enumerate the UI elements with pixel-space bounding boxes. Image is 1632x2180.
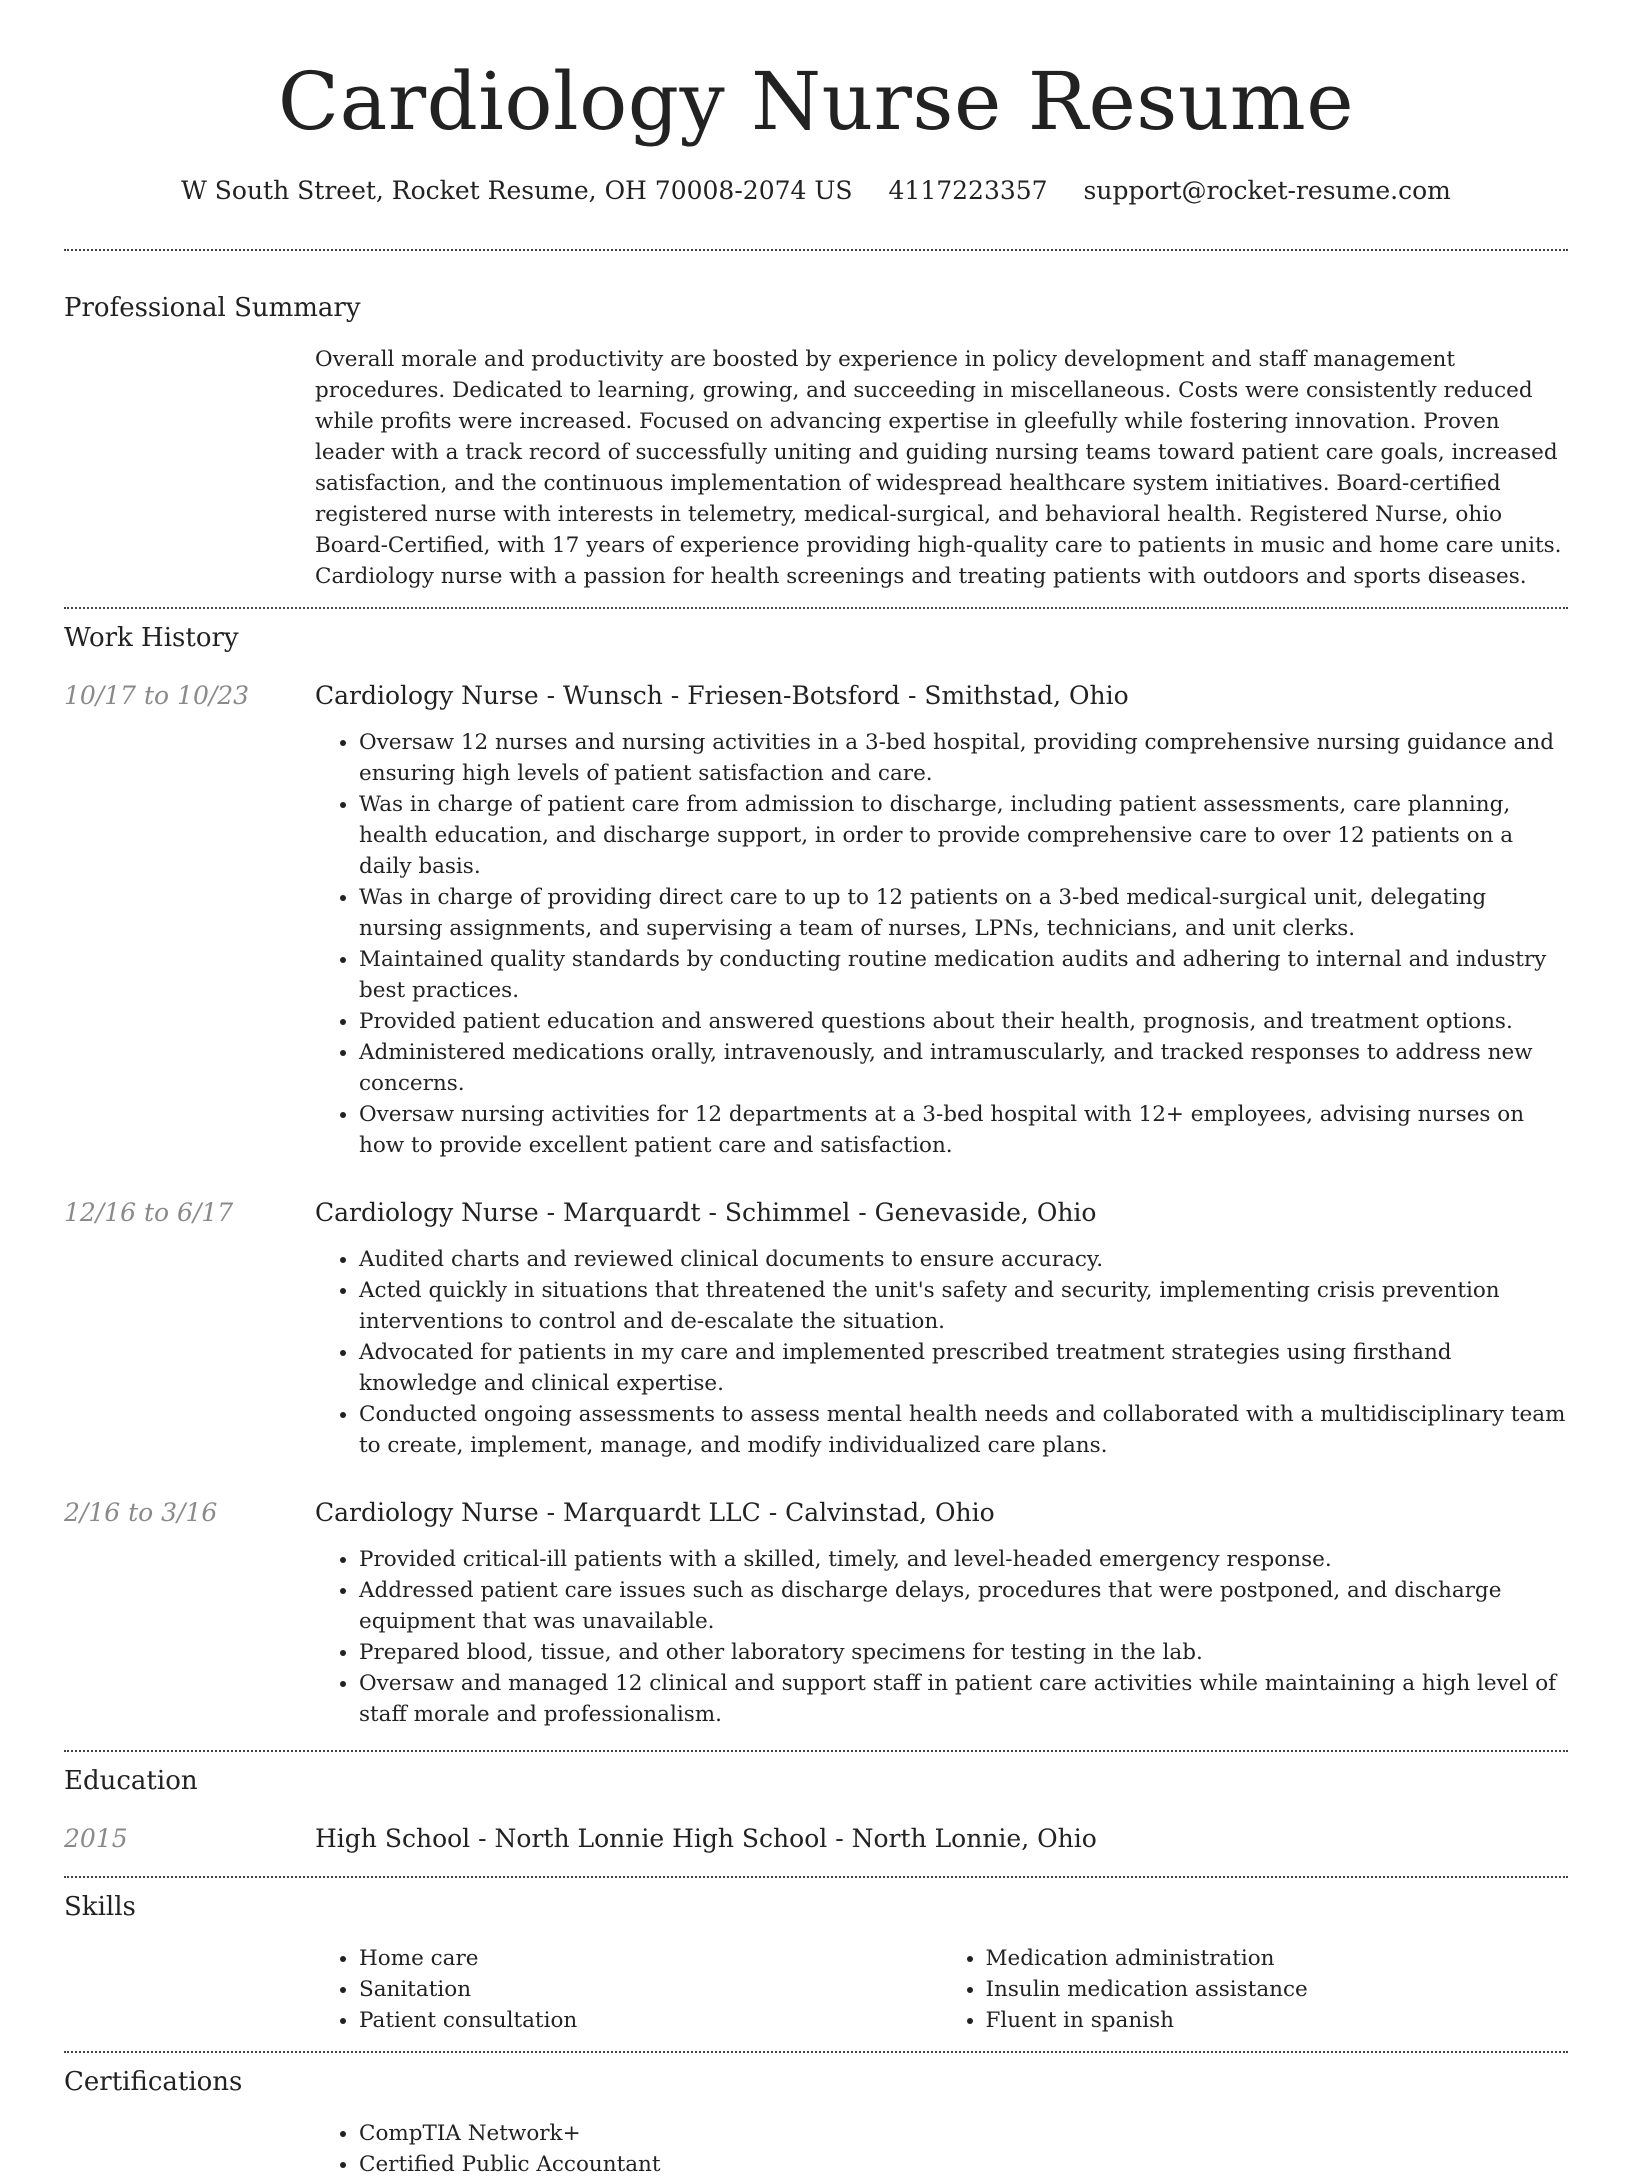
list-item: • Conducted ongoing assessments to assess mental health needs and collaborated with a multidisciplinary team to create, implement, manage, and modify individualized care plans. — [359, 1399, 1568, 1461]
job-title: Cardiology Nurse - Wunsch - Friesen-Botsford - Smithstad, Ohio — [315, 681, 1129, 710]
list-item: • Home care — [359, 1943, 942, 1974]
list-item: • Provided patient education and answered questions about their health, prognosis, and treatment options. — [359, 1006, 1568, 1037]
job-dates: 10/17 to 10/23 — [64, 681, 250, 710]
list-item: • Addressed patient care issues such as discharge delays, procedures that were postponed, and discharge equipment that was unavailable. — [359, 1575, 1568, 1637]
work-history-section — [64, 621, 1568, 1730]
skills-section — [64, 1890, 1568, 2036]
section-divider — [64, 1876, 1568, 1878]
job-bullets — [315, 1544, 1568, 1730]
list-item: • Oversaw 12 nurses and nursing activities in a 3-bed hospital, providing comprehensive nursing guidance and ensuring high levels of patient satisfaction and care. — [359, 727, 1568, 789]
list-item: • Provided critical-ill patients with a skilled, timely, and level-headed emergency response. — [359, 1544, 1568, 1575]
contact-address: W South Street, Rocket Resume, OH 70008-2074 US — [181, 176, 853, 205]
list-item: • Audited charts and reviewed clinical documents to ensure accuracy. — [359, 1244, 1568, 1275]
job-title: Cardiology Nurse - Marquardt - Schimmel - Genevaside, Ohio — [315, 1198, 1097, 1227]
section-divider — [64, 1750, 1568, 1752]
education-detail: High School - North Lonnie High School - North Lonnie, Ohio — [315, 1824, 1097, 1853]
job-entry — [64, 1496, 1568, 1730]
job-entry — [64, 679, 1568, 1161]
skills-column-right — [942, 1943, 1569, 2036]
list-item: • Acted quickly in situations that threatened the unit's safety and security, implementing crisis prevention interventions to control and de-escalate the situation. — [359, 1275, 1568, 1337]
education-heading: Education — [64, 1766, 198, 1796]
skills-list — [315, 1943, 1568, 2036]
job-details — [315, 727, 1568, 1161]
contact-line — [64, 174, 1568, 208]
job-dates: 2/16 to 3/16 — [64, 1498, 218, 1527]
certifications-list — [315, 2118, 1568, 2180]
list-item: • Patient consultation — [359, 2005, 942, 2036]
list-item: • Maintained quality standards by conducting routine medication audits and adhering to internal and industry best practices. — [359, 944, 1568, 1006]
contact-phone: 4117223357 — [888, 176, 1048, 205]
list-item: • Certified Public Accountant — [359, 2149, 1568, 2180]
section-divider — [64, 2051, 1568, 2053]
list-item: • Sanitation — [359, 1974, 942, 2005]
job-bullets — [315, 727, 1568, 1161]
section-divider — [64, 249, 1568, 251]
job-details — [315, 1544, 1568, 1730]
certifications-section — [64, 2065, 1568, 2180]
summary-text: Overall morale and productivity are boosted by experience in policy development and staff management procedures. Dedicated to learning, growing, and succeeding in miscellaneous. Costs were consistently reduced while profits were increased. Focused on advancing expertise in gleefully while fostering innovation. Proven leader with a track record of successfully uniting and guiding nursing teams toward patient care goals, increased satisfaction, and the continuous implementation of widespread healthcare system initiatives. Board-certified registered nurse with interests in telemetry, medical-surgical, and behavioral health. Registered Nurse, ohio Board-Certified, with 17 years of experience providing high-quality care to patients in music and home care units. Cardiology nurse with a passion for health screenings and treating patients with outdoors and sports diseases. — [315, 347, 1562, 589]
list-item: • Was in charge of providing direct care to up to 12 patients on a 3-bed medical-surgical unit, delegating nursing assignments, and supervising a team of nurses, LPNs, technicians, and unit clerks. — [359, 882, 1568, 944]
summary-section — [64, 291, 1568, 592]
education-section — [64, 1764, 1568, 1856]
job-entry — [64, 1196, 1568, 1461]
certifications-body — [315, 2118, 1568, 2180]
resume-page — [64, 0, 1568, 2180]
job-dates: 12/16 to 6/17 — [64, 1198, 234, 1227]
job-bullets — [315, 1244, 1568, 1461]
section-divider — [64, 607, 1568, 609]
list-item: • Prepared blood, tissue, and other laboratory specimens for testing in the lab. — [359, 1637, 1568, 1668]
certifications-heading: Certifications — [64, 2067, 243, 2097]
list-item: • Was in charge of patient care from admission to discharge, including patient assessments, care planning, health education, and discharge support, in order to provide comprehensive care to over 12 patients on a daily basis. — [359, 789, 1568, 882]
resume-title: Cardiology Nurse Resume — [277, 55, 1355, 148]
work-history-heading: Work History — [64, 623, 239, 653]
summary-body — [315, 344, 1568, 592]
education-entry — [64, 1822, 1568, 1856]
resume-header — [64, 0, 1568, 208]
list-item: • Oversaw and managed 12 clinical and support staff in patient care activities while maintaining a high level of staff morale and professionalism. — [359, 1668, 1568, 1730]
list-item: • Advocated for patients in my care and implemented prescribed treatment strategies using firsthand knowledge and clinical expertise. — [359, 1337, 1568, 1399]
skills-column-left — [315, 1943, 942, 2036]
list-item: • CompTIA Network+ — [359, 2118, 1568, 2149]
list-item: • Medication administration — [986, 1943, 1569, 1974]
contact-email: support@rocket-resume.com — [1083, 176, 1451, 205]
job-details — [315, 1244, 1568, 1461]
skills-heading: Skills — [64, 1892, 136, 1922]
list-item: • Fluent in spanish — [986, 2005, 1569, 2036]
job-title: Cardiology Nurse - Marquardt LLC - Calvinstad, Ohio — [315, 1498, 995, 1527]
list-item: • Insulin medication assistance — [986, 1974, 1569, 2005]
education-year: 2015 — [64, 1824, 128, 1853]
list-item: • Oversaw nursing activities for 12 departments at a 3-bed hospital with 12+ employees, advising nurses on how to provide excellent patient care and satisfaction. — [359, 1099, 1568, 1161]
list-item: • Administered medications orally, intravenously, and intramuscularly, and tracked responses to address new concerns. — [359, 1037, 1568, 1099]
summary-heading: Professional Summary — [64, 293, 361, 323]
